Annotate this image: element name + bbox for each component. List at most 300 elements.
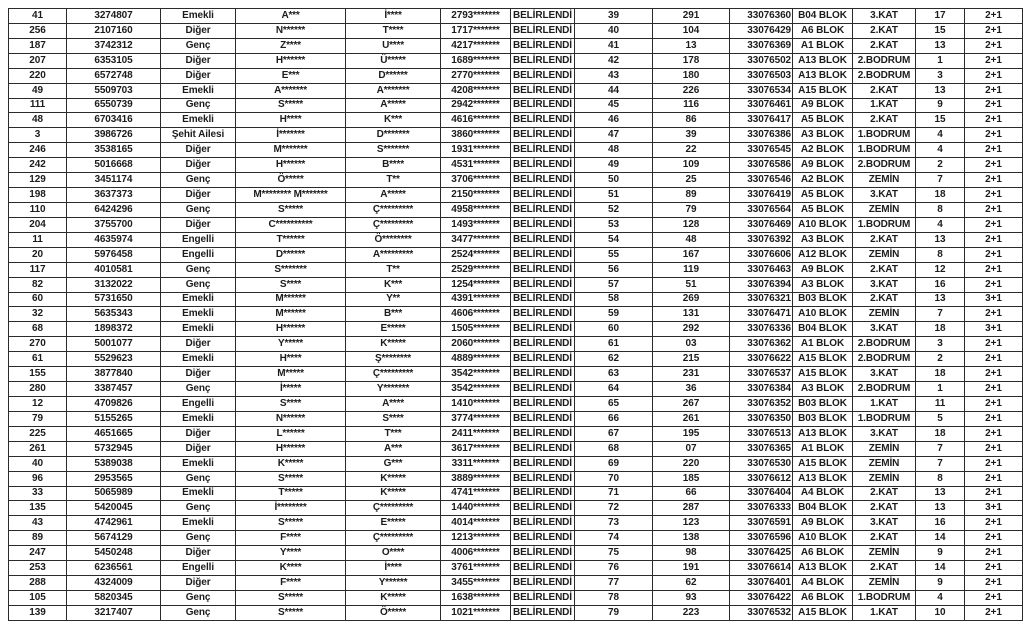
- draw-order-no-cell: 70: [575, 471, 653, 486]
- last-name-masked-cell: K*****: [346, 471, 441, 486]
- application-no-cell: 3217407: [67, 605, 161, 620]
- application-no-cell: 5635343: [67, 307, 161, 322]
- table-row: [9, 247, 1023, 262]
- first-name-masked-cell: S*****: [236, 516, 346, 531]
- queue-no-cell: 231: [653, 367, 730, 382]
- table-row: [9, 590, 1023, 605]
- rank-no-cell: 225: [9, 426, 67, 441]
- first-name-masked-cell: A***: [236, 9, 346, 24]
- phone-masked-cell: 4217*******: [441, 38, 511, 53]
- apartment-no-cell: 15: [916, 113, 965, 128]
- application-no-cell: 5732945: [67, 441, 161, 456]
- floor-cell: 2.BODRUM: [853, 352, 916, 367]
- phone-masked-cell: 3542*******: [441, 382, 511, 397]
- draw-order-no-cell: 69: [575, 456, 653, 471]
- category-cell: Diğer: [161, 68, 236, 83]
- first-name-masked-cell: M******: [236, 292, 346, 307]
- unit-type-cell: 2+1: [965, 68, 1023, 83]
- table-row: [9, 217, 1023, 232]
- apartment-no-cell: 14: [916, 561, 965, 576]
- unit-no-cell: 33076394: [730, 277, 793, 292]
- first-name-masked-cell: S****: [236, 396, 346, 411]
- rank-no-cell: 288: [9, 576, 67, 591]
- last-name-masked-cell: Ü*****: [346, 53, 441, 68]
- apartment-no-cell: 12: [916, 262, 965, 277]
- block-cell: A1 BLOK: [793, 337, 853, 352]
- last-name-masked-cell: U****: [346, 38, 441, 53]
- status-cell: BELİRLENDİ: [511, 501, 575, 516]
- queue-no-cell: 48: [653, 232, 730, 247]
- apartment-no-cell: 4: [916, 217, 965, 232]
- category-cell: Diğer: [161, 217, 236, 232]
- queue-no-cell: 104: [653, 23, 730, 38]
- category-cell: Emekli: [161, 113, 236, 128]
- application-no-cell: 5001077: [67, 337, 161, 352]
- category-cell: Diğer: [161, 546, 236, 561]
- rank-no-cell: 129: [9, 173, 67, 188]
- block-cell: A9 BLOK: [793, 262, 853, 277]
- table-row: [9, 38, 1023, 53]
- table-row: [9, 337, 1023, 352]
- category-cell: Genç: [161, 38, 236, 53]
- queue-no-cell: 22: [653, 143, 730, 158]
- unit-type-cell: 2+1: [965, 396, 1023, 411]
- table-row: [9, 53, 1023, 68]
- block-cell: A9 BLOK: [793, 516, 853, 531]
- first-name-masked-cell: T*****: [236, 486, 346, 501]
- category-cell: Genç: [161, 98, 236, 113]
- floor-cell: 2.KAT: [853, 531, 916, 546]
- phone-masked-cell: 3706*******: [441, 173, 511, 188]
- category-cell: Diğer: [161, 158, 236, 173]
- rank-no-cell: 82: [9, 277, 67, 292]
- queue-no-cell: 79: [653, 202, 730, 217]
- unit-type-cell: 2+1: [965, 561, 1023, 576]
- table-row: [9, 516, 1023, 531]
- queue-no-cell: 178: [653, 53, 730, 68]
- last-name-masked-cell: A*********: [346, 247, 441, 262]
- apartment-no-cell: 7: [916, 441, 965, 456]
- application-no-cell: 5731650: [67, 292, 161, 307]
- rank-no-cell: 256: [9, 23, 67, 38]
- unit-no-cell: 33076417: [730, 113, 793, 128]
- draw-order-no-cell: 67: [575, 426, 653, 441]
- status-cell: BELİRLENDİ: [511, 38, 575, 53]
- apartment-no-cell: 9: [916, 576, 965, 591]
- rank-no-cell: 242: [9, 158, 67, 173]
- status-cell: BELİRLENDİ: [511, 158, 575, 173]
- application-no-cell: 5016668: [67, 158, 161, 173]
- phone-masked-cell: 2411*******: [441, 426, 511, 441]
- table-row: [9, 9, 1023, 24]
- rank-no-cell: 89: [9, 531, 67, 546]
- block-cell: A5 BLOK: [793, 202, 853, 217]
- table-row: [9, 441, 1023, 456]
- queue-no-cell: 215: [653, 352, 730, 367]
- first-name-masked-cell: S*****: [236, 605, 346, 620]
- queue-no-cell: 292: [653, 322, 730, 337]
- rank-no-cell: 40: [9, 456, 67, 471]
- floor-cell: ZEMİN: [853, 441, 916, 456]
- last-name-masked-cell: D*******: [346, 128, 441, 143]
- unit-no-cell: 33076404: [730, 486, 793, 501]
- apartment-no-cell: 7: [916, 307, 965, 322]
- first-name-masked-cell: S****: [236, 277, 346, 292]
- apartment-no-cell: 18: [916, 426, 965, 441]
- block-cell: A4 BLOK: [793, 576, 853, 591]
- phone-masked-cell: 3617*******: [441, 441, 511, 456]
- apartment-no-cell: 13: [916, 292, 965, 307]
- apartment-no-cell: 13: [916, 38, 965, 53]
- rank-no-cell: 135: [9, 501, 67, 516]
- floor-cell: 2.KAT: [853, 262, 916, 277]
- queue-no-cell: 185: [653, 471, 730, 486]
- queue-no-cell: 123: [653, 516, 730, 531]
- block-cell: B03 BLOK: [793, 411, 853, 426]
- draw-order-no-cell: 75: [575, 546, 653, 561]
- unit-type-cell: 2+1: [965, 605, 1023, 620]
- phone-masked-cell: 3455*******: [441, 576, 511, 591]
- draw-order-no-cell: 64: [575, 382, 653, 397]
- apartment-no-cell: 7: [916, 456, 965, 471]
- unit-no-cell: 33076336: [730, 322, 793, 337]
- table-row: [9, 262, 1023, 277]
- unit-type-cell: 2+1: [965, 531, 1023, 546]
- status-cell: BELİRLENDİ: [511, 367, 575, 382]
- phone-masked-cell: 4958*******: [441, 202, 511, 217]
- last-name-masked-cell: Ç*********: [346, 501, 441, 516]
- category-cell: Diğer: [161, 188, 236, 203]
- apartment-no-cell: 2: [916, 158, 965, 173]
- category-cell: Emekli: [161, 83, 236, 98]
- unit-type-cell: 2+1: [965, 9, 1023, 24]
- first-name-masked-cell: İ********: [236, 501, 346, 516]
- first-name-masked-cell: H******: [236, 158, 346, 173]
- unit-no-cell: 33076461: [730, 98, 793, 113]
- category-cell: Diğer: [161, 23, 236, 38]
- status-cell: BELİRLENDİ: [511, 426, 575, 441]
- queue-no-cell: 62: [653, 576, 730, 591]
- table-row: [9, 173, 1023, 188]
- phone-masked-cell: 4616*******: [441, 113, 511, 128]
- first-name-masked-cell: F****: [236, 576, 346, 591]
- unit-no-cell: 33076502: [730, 53, 793, 68]
- application-no-cell: 5976458: [67, 247, 161, 262]
- unit-type-cell: 2+1: [965, 516, 1023, 531]
- floor-cell: 1.BODRUM: [853, 411, 916, 426]
- unit-type-cell: 2+1: [965, 441, 1023, 456]
- rank-no-cell: 12: [9, 396, 67, 411]
- first-name-masked-cell: H******: [236, 322, 346, 337]
- last-name-masked-cell: O****: [346, 546, 441, 561]
- unit-type-cell: 2+1: [965, 173, 1023, 188]
- first-name-masked-cell: S*****: [236, 471, 346, 486]
- draw-order-no-cell: 45: [575, 98, 653, 113]
- category-cell: Diğer: [161, 337, 236, 352]
- table-row: [9, 576, 1023, 591]
- last-name-masked-cell: İ****: [346, 561, 441, 576]
- draw-order-no-cell: 62: [575, 352, 653, 367]
- last-name-masked-cell: S****: [346, 411, 441, 426]
- draw-order-no-cell: 47: [575, 128, 653, 143]
- status-cell: BELİRLENDİ: [511, 202, 575, 217]
- rank-no-cell: 79: [9, 411, 67, 426]
- status-cell: BELİRLENDİ: [511, 322, 575, 337]
- unit-no-cell: 33076612: [730, 471, 793, 486]
- floor-cell: 1.BODRUM: [853, 143, 916, 158]
- unit-no-cell: 33076333: [730, 501, 793, 516]
- rank-no-cell: 280: [9, 382, 67, 397]
- first-name-masked-cell: E***: [236, 68, 346, 83]
- apartment-no-cell: 18: [916, 367, 965, 382]
- table-row: [9, 128, 1023, 143]
- draw-order-no-cell: 42: [575, 53, 653, 68]
- rank-no-cell: 110: [9, 202, 67, 217]
- table-row: [9, 158, 1023, 173]
- rank-no-cell: 187: [9, 38, 67, 53]
- last-name-masked-cell: K*****: [346, 337, 441, 352]
- status-cell: BELİRLENDİ: [511, 277, 575, 292]
- first-name-masked-cell: C**********: [236, 217, 346, 232]
- category-cell: Diğer: [161, 426, 236, 441]
- application-no-cell: 6236561: [67, 561, 161, 576]
- phone-masked-cell: 2529*******: [441, 262, 511, 277]
- phone-masked-cell: 1717*******: [441, 23, 511, 38]
- apartment-no-cell: 4: [916, 143, 965, 158]
- first-name-masked-cell: S*****: [236, 98, 346, 113]
- phone-masked-cell: 2524*******: [441, 247, 511, 262]
- block-cell: A2 BLOK: [793, 143, 853, 158]
- block-cell: A13 BLOK: [793, 471, 853, 486]
- phone-masked-cell: 4014*******: [441, 516, 511, 531]
- status-cell: BELİRLENDİ: [511, 576, 575, 591]
- last-name-masked-cell: K*****: [346, 590, 441, 605]
- unit-no-cell: 33076534: [730, 83, 793, 98]
- draw-order-no-cell: 77: [575, 576, 653, 591]
- table-row: [9, 382, 1023, 397]
- unit-no-cell: 33076365: [730, 441, 793, 456]
- floor-cell: 2.BODRUM: [853, 337, 916, 352]
- first-name-masked-cell: F****: [236, 531, 346, 546]
- unit-type-cell: 2+1: [965, 426, 1023, 441]
- rank-no-cell: 220: [9, 68, 67, 83]
- category-cell: Engelli: [161, 232, 236, 247]
- apartment-no-cell: 13: [916, 232, 965, 247]
- phone-masked-cell: 4741*******: [441, 486, 511, 501]
- unit-no-cell: 33076321: [730, 292, 793, 307]
- status-cell: BELİRLENDİ: [511, 456, 575, 471]
- block-cell: B04 BLOK: [793, 9, 853, 24]
- block-cell: A3 BLOK: [793, 382, 853, 397]
- rank-no-cell: 111: [9, 98, 67, 113]
- block-cell: A15 BLOK: [793, 352, 853, 367]
- table-row: [9, 232, 1023, 247]
- status-cell: BELİRLENDİ: [511, 53, 575, 68]
- first-name-masked-cell: D******: [236, 247, 346, 262]
- rank-no-cell: 105: [9, 590, 67, 605]
- last-name-masked-cell: B***: [346, 307, 441, 322]
- block-cell: A5 BLOK: [793, 188, 853, 203]
- block-cell: A6 BLOK: [793, 546, 853, 561]
- floor-cell: 2.BODRUM: [853, 53, 916, 68]
- status-cell: BELİRLENDİ: [511, 352, 575, 367]
- table-row: [9, 426, 1023, 441]
- apartment-no-cell: 16: [916, 516, 965, 531]
- block-cell: A10 BLOK: [793, 307, 853, 322]
- rank-no-cell: 20: [9, 247, 67, 262]
- draw-order-no-cell: 43: [575, 68, 653, 83]
- floor-cell: ZEMİN: [853, 307, 916, 322]
- table-row: [9, 292, 1023, 307]
- phone-masked-cell: 2793*******: [441, 9, 511, 24]
- floor-cell: 2.KAT: [853, 486, 916, 501]
- status-cell: BELİRLENDİ: [511, 217, 575, 232]
- queue-no-cell: 269: [653, 292, 730, 307]
- application-no-cell: 3132022: [67, 277, 161, 292]
- category-cell: Genç: [161, 471, 236, 486]
- unit-no-cell: 33076469: [730, 217, 793, 232]
- rank-no-cell: 207: [9, 53, 67, 68]
- application-no-cell: 5509703: [67, 83, 161, 98]
- draw-order-no-cell: 51: [575, 188, 653, 203]
- category-cell: Emekli: [161, 486, 236, 501]
- phone-masked-cell: 3774*******: [441, 411, 511, 426]
- application-no-cell: 5820345: [67, 590, 161, 605]
- category-cell: Genç: [161, 173, 236, 188]
- unit-no-cell: 33076392: [730, 232, 793, 247]
- floor-cell: 1.KAT: [853, 98, 916, 113]
- queue-no-cell: 109: [653, 158, 730, 173]
- phone-masked-cell: 2150*******: [441, 188, 511, 203]
- unit-type-cell: 3+1: [965, 322, 1023, 337]
- rank-no-cell: 204: [9, 217, 67, 232]
- floor-cell: 1.BODRUM: [853, 128, 916, 143]
- queue-no-cell: 191: [653, 561, 730, 576]
- phone-masked-cell: 4208*******: [441, 83, 511, 98]
- draw-order-no-cell: 79: [575, 605, 653, 620]
- apartment-no-cell: 17: [916, 9, 965, 24]
- application-no-cell: 1898372: [67, 322, 161, 337]
- queue-no-cell: 03: [653, 337, 730, 352]
- category-cell: Emekli: [161, 411, 236, 426]
- application-no-cell: 5420045: [67, 501, 161, 516]
- apartment-no-cell: 3: [916, 68, 965, 83]
- last-name-masked-cell: Ö*****: [346, 605, 441, 620]
- floor-cell: ZEMİN: [853, 202, 916, 217]
- unit-no-cell: 33076362: [730, 337, 793, 352]
- floor-cell: 1.BODRUM: [853, 217, 916, 232]
- block-cell: B03 BLOK: [793, 396, 853, 411]
- block-cell: A9 BLOK: [793, 158, 853, 173]
- floor-cell: 2.KAT: [853, 561, 916, 576]
- unit-type-cell: 2+1: [965, 411, 1023, 426]
- floor-cell: 2.KAT: [853, 83, 916, 98]
- application-no-cell: 3274807: [67, 9, 161, 24]
- queue-no-cell: 116: [653, 98, 730, 113]
- category-cell: Genç: [161, 202, 236, 217]
- floor-cell: ZEMİN: [853, 456, 916, 471]
- category-cell: Şehit Ailesi: [161, 128, 236, 143]
- draw-order-no-cell: 46: [575, 113, 653, 128]
- queue-no-cell: 66: [653, 486, 730, 501]
- unit-type-cell: 2+1: [965, 471, 1023, 486]
- last-name-masked-cell: G***: [346, 456, 441, 471]
- application-no-cell: 4709826: [67, 396, 161, 411]
- phone-masked-cell: 3311*******: [441, 456, 511, 471]
- table-row: [9, 546, 1023, 561]
- floor-cell: 2.BODRUM: [853, 382, 916, 397]
- floor-cell: 2.KAT: [853, 23, 916, 38]
- unit-no-cell: 33076596: [730, 531, 793, 546]
- apartment-no-cell: 9: [916, 546, 965, 561]
- last-name-masked-cell: T****: [346, 23, 441, 38]
- draw-order-no-cell: 66: [575, 411, 653, 426]
- table-row: [9, 605, 1023, 620]
- phone-masked-cell: 1638*******: [441, 590, 511, 605]
- draw-order-no-cell: 44: [575, 83, 653, 98]
- rank-no-cell: 246: [9, 143, 67, 158]
- queue-no-cell: 261: [653, 411, 730, 426]
- unit-type-cell: 2+1: [965, 83, 1023, 98]
- first-name-masked-cell: İ*****: [236, 382, 346, 397]
- last-name-masked-cell: Y**: [346, 292, 441, 307]
- apartment-no-cell: 11: [916, 396, 965, 411]
- table-row: [9, 143, 1023, 158]
- apartment-no-cell: 4: [916, 128, 965, 143]
- unit-type-cell: 2+1: [965, 188, 1023, 203]
- unit-no-cell: 33076606: [730, 247, 793, 262]
- queue-no-cell: 287: [653, 501, 730, 516]
- unit-type-cell: 2+1: [965, 367, 1023, 382]
- queue-no-cell: 226: [653, 83, 730, 98]
- block-cell: A3 BLOK: [793, 277, 853, 292]
- draw-order-no-cell: 58: [575, 292, 653, 307]
- application-no-cell: 5450248: [67, 546, 161, 561]
- rank-no-cell: 32: [9, 307, 67, 322]
- results-table-body: [9, 9, 1023, 621]
- block-cell: A6 BLOK: [793, 590, 853, 605]
- first-name-masked-cell: Y*****: [236, 337, 346, 352]
- rank-no-cell: 43: [9, 516, 67, 531]
- phone-masked-cell: 3889*******: [441, 471, 511, 486]
- rank-no-cell: 155: [9, 367, 67, 382]
- draw-order-no-cell: 76: [575, 561, 653, 576]
- draw-order-no-cell: 57: [575, 277, 653, 292]
- phone-masked-cell: 1021*******: [441, 605, 511, 620]
- apartment-no-cell: 9: [916, 98, 965, 113]
- queue-no-cell: 98: [653, 546, 730, 561]
- phone-masked-cell: 4391*******: [441, 292, 511, 307]
- first-name-masked-cell: S*******: [236, 262, 346, 277]
- unit-no-cell: 33076360: [730, 9, 793, 24]
- first-name-masked-cell: H******: [236, 441, 346, 456]
- first-name-masked-cell: M*****: [236, 367, 346, 382]
- status-cell: BELİRLENDİ: [511, 292, 575, 307]
- phone-masked-cell: 1440*******: [441, 501, 511, 516]
- queue-no-cell: 13: [653, 38, 730, 53]
- category-cell: Genç: [161, 590, 236, 605]
- last-name-masked-cell: D******: [346, 68, 441, 83]
- last-name-masked-cell: Y*******: [346, 382, 441, 397]
- apartment-no-cell: 1: [916, 53, 965, 68]
- document-page: [8, 8, 1023, 621]
- last-name-masked-cell: A*****: [346, 188, 441, 203]
- rank-no-cell: 41: [9, 9, 67, 24]
- apartment-no-cell: 16: [916, 277, 965, 292]
- unit-type-cell: 2+1: [965, 307, 1023, 322]
- apartment-no-cell: 10: [916, 605, 965, 620]
- apartment-no-cell: 4: [916, 590, 965, 605]
